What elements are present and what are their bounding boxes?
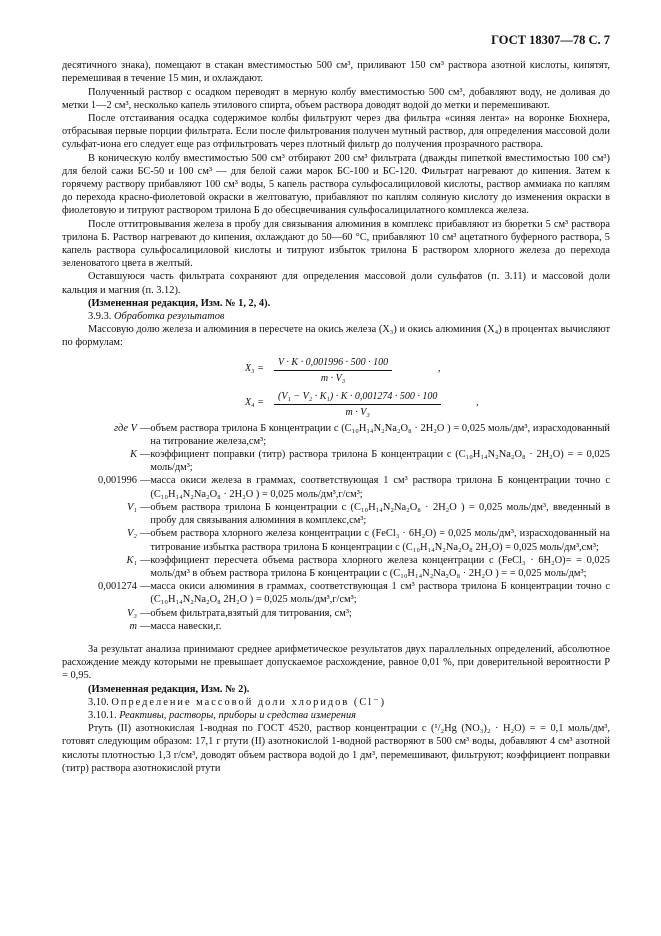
- definition-term: где V: [114, 422, 137, 434]
- paragraph-formula-intro: Массовую долю железа и алюминия в пересчете на окись железа (X₃) и окись алюминия (X₄) в процентах вычисляют по формулам:: [62, 324, 610, 349]
- definition-text: масса окиси алюминия в граммах, соответствующая 1 см³ раствора трилона Б концентрации точно c (C₁₀H₁₄N₂Na₂O₈ 2H₂O ) = 0,025 моль/дм³,г/см³;: [150, 581, 610, 606]
- paragraph-continuation: десятичного знака), помещают в стакан вместимостью 500 см³, приливают 150 см³ раствора азотной кислоты, кипятят, перемешивая в течение 15 мин, и охлаждают.: [62, 60, 610, 85]
- page-header: ГОСТ 18307—78 С. 7: [491, 33, 610, 47]
- definition-item: V₂ — объем раствора хлорного железа концентрации c (FeCl₃ · 6H₂O) = 0,025 моль/дм³, израсходованный на титрование избытка раствора трилона Б концентрации c (C₁₀H₁₄N₂Na₂O₈ 2H₂O) = 0,025 моль/дм³,см³;: [62, 527, 610, 553]
- definition-item: V₁ — объем раствора трилона Б концентрации c (C₁₀H₁₄N₂Na₂O₈ · 2H₂O ) = 0,025 моль/дм³, введенный в пробу для связывания алюминия в комплекс,см³;: [62, 501, 610, 527]
- formula-x4-numerator: (V₁ − V₂ · K₁) · K · 0,001274 · 500 · 100: [274, 390, 441, 405]
- definition-term: 0,001274: [98, 581, 137, 593]
- formula-x4-fraction: [274, 390, 441, 419]
- section-3-9-3: [62, 310, 610, 323]
- definition-term: K₁: [126, 554, 137, 566]
- definition-item: где V — объем раствора трилона Б концентрации c (C₁₀H₁₄N₂Na₂O₈ · 2H₂O ) = 0,025 моль/дм³, израсходованный на титрование железа,см³;: [62, 422, 610, 448]
- definition-term: K: [130, 449, 137, 461]
- definition-item: V₃ — объем фильтрата,взятый для титрования, см³;: [62, 607, 610, 620]
- document-page: [62, 34, 610, 775]
- definition-text: коэффициент поправки (титр) раствора трилона Б концентрации c (C₁₀H₁₄N₂Na₂O₈ · 2H₂O) = = 0,025 моль/дм³;: [150, 449, 610, 474]
- formula-x3-comma: ,: [438, 362, 441, 374]
- formula-x4-lhs: X₄ =: [245, 396, 264, 408]
- section-title: Обработка результатов: [114, 311, 225, 323]
- formula-x4-comma: ,: [476, 396, 479, 408]
- edition-note-2: (Измененная редакция, Изм. № 2).: [88, 683, 250, 695]
- definition-text: масса окиси железа в граммах, соответствующая 1 см³ раствора трилона Б концентрации точно c (C₁₀H₁₄N₂Na₂O₈ · 2H₂O ) = 0,025 моль/дм³,г/см³;: [150, 475, 610, 500]
- definition-item: 0,001274 — масса окиси алюминия в граммах, соответствующая 1 см³ раствора трилона Б концентрации точно c (C₁₀H₁₄N₂Na₂O₈ 2H₂O ) = 0,025 моль/дм³,г/см³;: [62, 580, 610, 606]
- paragraph-result: За результат анализа принимают среднее арифметическое результатов двух параллельных определений, абсолютное расхождение между которыми не превышает допускаемое расхождение, равное 0,01 %, при доверительной вероятности P = 0,95.: [62, 643, 610, 682]
- definition-item: K — коэффициент поправки (титр) раствора трилона Б концентрации c (C₁₀H₁₄N₂Na₂O₈ · 2H₂O) = = 0,025 моль/дм³;: [62, 448, 610, 474]
- paragraph-remaining-filtrate: Оставшуюся часть фильтрата сохраняют для определения массовой доли сульфатов (п. 3.11) и массовой доли кальция и магния (п. 3.12).: [62, 271, 610, 296]
- paragraph-mercury-nitrate: Ртуть (II) азотнокислая 1-водная по ГОСТ 4520, раствор концентрации c (¹/₂Hg (NO₃)₂ · H₂O) = = 0,1 моль/дм³, готовят следующим образом: 17,1 г ртути (II) азотнокислой 1-водной растворяют в 500 см³ воды, добавляют 4 см³ азотной кислоты плотностью 1,3 г/см³, доводят объем раствора водой до 1 дм³, перемешивают, фильтруют; коэффициент поправки (титр) раствора азотнокислой ртути: [62, 723, 610, 774]
- formula-x3-denominator: m · V₃: [320, 372, 346, 384]
- section-title: Реактивы, растворы, приборы и средства измерения: [119, 709, 356, 721]
- paragraph-titration-aluminium: После оттитровывания железа в пробу для связывания алюминия в комплекс прибавляют из бюретки 5 см³ раствора трилона Б. Раствор нагревают до кипения, охлаждают до 50—60 °С, прибавляют 10 см³ ацетатного буферного раствора, 5 капель раствора сульфосалициловой кислоты и титруют избыток трилона Б раствором хлорного железа до перехода зеленоватого цвета в желтый.: [62, 218, 610, 270]
- section-number: 3.9.3.: [88, 311, 112, 323]
- definition-text: объем раствора хлорного железа концентрации c (FeCl₃ · 6H₂O) = 0,025 моль/дм³, израсходованный на титрование избытка раствора трилона Б концентрации c (C₁₀H₁₄N₂Na₂O₈ 2H₂O) = 0,025 моль/дм³,см³;: [150, 528, 610, 553]
- formula-x3-lhs: X₃ =: [245, 362, 264, 374]
- section-number: 3.10.1.: [88, 709, 117, 721]
- paragraph-filtration: После отстаивания осадка содержимое колбы фильтруют через два фильтра «синяя лента» на воронке Бюхнера, отбрасывая первые порции фильтрата. Если после фильтрования получен мутный раствор, для определения массовой доли сульфат-иона его следует еще раз отфильтровать через плотный фильтр до получения прозрачного раствора.: [62, 113, 610, 151]
- definition-item: K₁ — коэффициент пересчета объема раствора хлорного железа концентрации c (FeCl₃ · 6H₂O)= = 0,025 моль/дм³ в объем раствора трилона Б концентрации c (C₁₀H₁₄N₂Na₂O₈ · 2H₂O ) = = 0,025 моль/дм³;: [62, 554, 610, 580]
- formula-x4-denominator: m · V₃: [345, 406, 370, 418]
- definition-item: 0,001996 — масса окиси железа в граммах, соответствующая 1 см³ раствора трилона Б концентрации точно c (C₁₀H₁₄N₂Na₂O₈ · 2H₂O ) = 0,025 моль/дм³,г/см³;: [62, 474, 610, 500]
- formula-x3: [62, 356, 610, 384]
- section-3-10-1: [62, 709, 610, 722]
- section-title: Определение массовой доли хлоридов (Cl⁻): [111, 696, 387, 708]
- paragraph-transfer: Полученный раствор с осадком переводят в мерную колбу вместимостью 500 см³, добавляют воду, не доливая до метки 1—2 см³, несколько капель этилового спирта, объем раствора доводят водой до метки и перемешивают.: [62, 86, 610, 111]
- definition-term: V₁: [127, 501, 137, 513]
- definition-term: V₂: [127, 528, 137, 540]
- definition-term: V₃: [127, 607, 137, 619]
- edition-note-1: (Измененная редакция, Изм. № 1, 2, 4).: [88, 297, 271, 309]
- definition-text: объем раствора трилона Б концентрации c (C₁₀H₁₄N₂Na₂O₈ · 2H₂O ) = 0,025 моль/дм³, израсходованный на титрование железа,см³;: [150, 422, 610, 447]
- definition-term: 0,001996: [98, 475, 137, 487]
- definition-text: объем раствора трилона Б концентрации c (C₁₀H₁₄N₂Na₂O₈ · 2H₂O ) = 0,025 моль/дм³, введенный в пробу для связывания алюминия в комплекс,см³;: [150, 501, 610, 527]
- definitions-list: [62, 422, 610, 633]
- formula-x4: [62, 390, 610, 418]
- definition-text: масса навески,г.: [150, 620, 222, 632]
- definition-text: коэффициент пересчета объема раствора хлорного железа концентрации c (FeCl₃ · 6H₂O)= = 0,025 моль/дм³ в объем раствора трилона Б концентрации c (C₁₀H₁₄N₂Na₂O₈ · 2H₂O ) = = 0,025 моль/дм³;: [150, 554, 610, 579]
- section-number: 3.10.: [88, 696, 109, 708]
- definition-text: объем фильтрата,взятый для титрования, см³;: [150, 607, 352, 619]
- definition-term: m: [129, 620, 137, 632]
- section-3-10: [62, 696, 610, 709]
- definition-item: m — масса навески,г.: [62, 620, 610, 633]
- formula-x3-fraction: [274, 356, 392, 385]
- formula-x3-numerator: V · K · 0,001996 · 500 · 100: [274, 356, 392, 371]
- paragraph-titration-iron: В коническую колбу вместимостью 500 см³ отбирают 200 см³ фильтрата (дважды пипеткой вместимостью 100 см³) для белой сажи БС-50 и 100 см³ — для белой сажи марок БС-100 и БС-120. Фильтрат нагревают до кипения. Затем к горячему раствору прибавляют 100 см³ воды, 5 капель раствора сульфосалициловой кислоты, раствор аммиака по каплям до перехода красно-фиолетовой окраски в желтоватую, прибавляют по каплям соляную кислоту до изменения окраски в фиолетовую и титруют раствором трилона Б до обесцвечивания сульфосалицилатного комплекса железа.: [62, 152, 610, 217]
